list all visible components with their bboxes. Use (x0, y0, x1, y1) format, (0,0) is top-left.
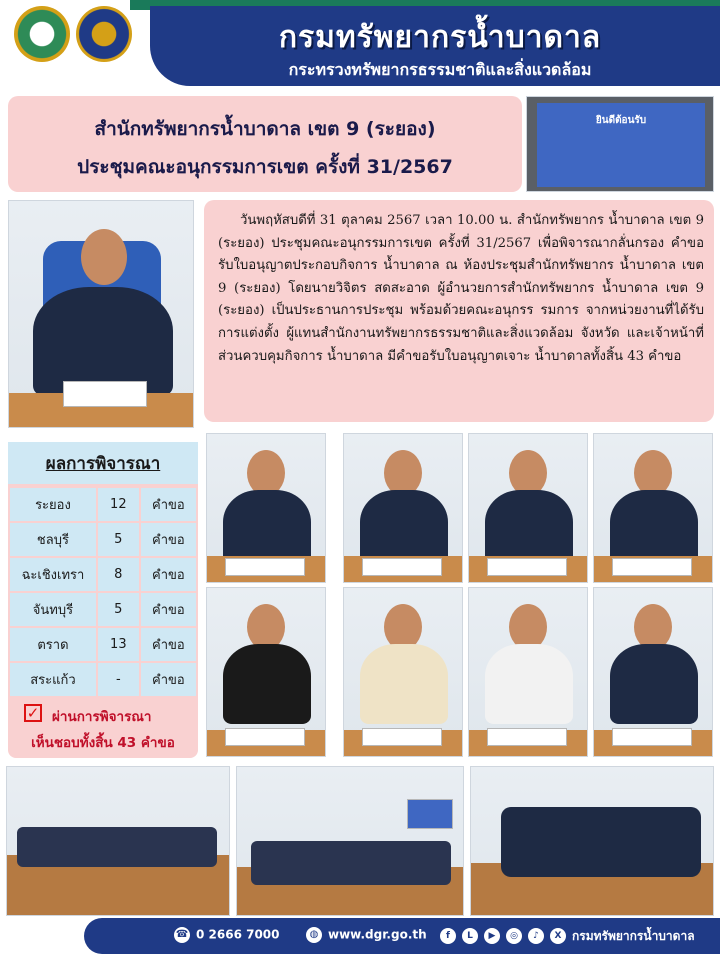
results-heading: ผลการพิจารณา (8, 442, 198, 484)
unit-cell: คำขอ (141, 488, 196, 521)
footer-org-name: กรมทรัพยากรน้ำบาดาล (572, 929, 695, 943)
results-row (10, 628, 196, 661)
website-url[interactable]: www.dgr.go.th (328, 927, 427, 942)
results-row (10, 558, 196, 591)
province-cell: สระแก้ว (10, 663, 96, 696)
name-plate (487, 558, 567, 576)
name-plate (487, 728, 567, 746)
meeting-room-photo-2 (236, 766, 464, 916)
results-row (10, 593, 196, 626)
page-title-line2: ประชุมคณะอนุกรรมการเขต ครั้งที่ 31/2567 (77, 156, 453, 178)
header-subtitle: กระทรวงทรัพยากรธรรมชาติและสิ่งแวดล้อม (288, 60, 592, 79)
count-cell: 13 (98, 628, 139, 661)
projector-welcome-text: ยินดีต้อนรับ (595, 115, 647, 126)
member-body (223, 644, 311, 724)
facebook-icon[interactable]: f (440, 928, 456, 944)
unit-cell: คำขอ (141, 593, 196, 626)
footer-phone (174, 927, 280, 943)
presentation-screen (407, 799, 453, 829)
committee-member-photo (343, 433, 463, 583)
count-cell: 5 (98, 593, 139, 626)
tiktok-icon[interactable]: ♪ (528, 928, 544, 944)
committee-member-photo (593, 587, 713, 757)
chairman-photo (8, 200, 194, 428)
committee-member-photo (206, 587, 326, 757)
count-cell: 5 (98, 523, 139, 556)
checked-box-icon: ✓ (24, 704, 42, 722)
name-plate (225, 558, 305, 576)
chairman-head (81, 229, 127, 285)
results-row (10, 663, 196, 696)
department-logo-icon (76, 6, 132, 62)
x-icon[interactable]: X (550, 928, 566, 944)
ministry-logo-icon (14, 6, 70, 62)
province-cell: จันทบุรี (10, 593, 96, 626)
committee-member-photo (343, 587, 463, 757)
name-plate (362, 728, 442, 746)
phone-icon: ☎ (174, 927, 190, 943)
title-panel (8, 96, 522, 192)
name-plate (362, 558, 442, 576)
member-body (485, 644, 573, 724)
results-table (8, 486, 198, 698)
committee-member-photo (468, 587, 588, 757)
results-row (10, 488, 196, 521)
count-cell: - (98, 663, 139, 696)
member-body (610, 644, 698, 724)
member-body (360, 644, 448, 724)
header-title: กรมทรัพยากรน้ำบาดาล (278, 20, 602, 55)
description-text: วันพฤหัสบดีที่ 31 ตุลาคม 2567 เวลา 10.00 น. สำนักทรัพยากร น้ำบาดาล เขต 9 (ระยอง) ประชุมคณะอนุกรรมการเขต ครั้งที่ 31/2567 เพื่อพิจารณากลั่นกรอง คำขอรับใบอนุญาตประกอบกิจการ น้ำบาดาล ณ ห้องประชุมสำนักทรัพยากร น้ำบาดาล เขต 9 (ระยอง) โดยนายวิจิตร สดสะอาด ผู้อำนวยการสำนักทรัพยากร น้ำบาดาล เขต 9 (ระยอง) เป็นประธานการประชุม พร้อมด้วยคณะอนุกรร รมการ จากหน่วยงานที่ได้รับการแต่งตั้ง ผู้แทนสำนักงานทรัพยากรธรรมชาติและสิ่งแวดล้อม จังหวัด และเจ้าหน้าที่ส่วนควบคุมกิจการ น้ำบาดาล มีคำขอรับใบอนุญาตเจาะ น้ำบาดาลทั้งสิ้น 43 คำขอ (218, 213, 704, 364)
name-plate (225, 728, 305, 746)
count-cell: 8 (98, 558, 139, 591)
approval-line2: เห็นชอบทั้งสิ้น 43 คำขอ (31, 735, 175, 751)
attendees-row (251, 841, 451, 885)
projector-screen-photo (526, 96, 714, 192)
province-cell: ชลบุรี (10, 523, 96, 556)
footer-website[interactable] (306, 927, 427, 943)
description-panel (204, 200, 714, 422)
committee-member-photo (206, 433, 326, 583)
unit-cell: คำขอ (141, 523, 196, 556)
approval-line1: ผ่านการพิจารณา (52, 709, 152, 725)
count-cell: 12 (98, 488, 139, 521)
youtube-icon[interactable]: ▶ (484, 928, 500, 944)
province-cell: ตราด (10, 628, 96, 661)
name-plate (612, 558, 692, 576)
unit-cell: คำขอ (141, 663, 196, 696)
meeting-room-photo-3 (470, 766, 714, 916)
page-title-line1: สำนักทรัพยากรน้ำบาดาล เขต 9 (ระยอง) (94, 118, 436, 140)
province-cell: ฉะเชิงเทรา (10, 558, 96, 591)
meeting-room-photo-1 (6, 766, 230, 916)
instagram-icon[interactable]: ◎ (506, 928, 522, 944)
line-icon[interactable]: L (462, 928, 478, 944)
phone-number: 0 2666 7000 (196, 927, 280, 942)
unit-cell: คำขอ (141, 558, 196, 591)
attendees-row (501, 807, 701, 877)
attendees-row (17, 827, 217, 867)
name-plate (63, 381, 147, 407)
committee-member-photo (468, 433, 588, 583)
footer-bar (84, 918, 720, 954)
header (0, 0, 720, 88)
unit-cell: คำขอ (141, 628, 196, 661)
name-plate (612, 728, 692, 746)
committee-member-photo (593, 433, 713, 583)
globe-icon: ◍ (306, 927, 322, 943)
results-row (10, 523, 196, 556)
province-cell: ระยอง (10, 488, 96, 521)
approval-summary (8, 700, 198, 756)
